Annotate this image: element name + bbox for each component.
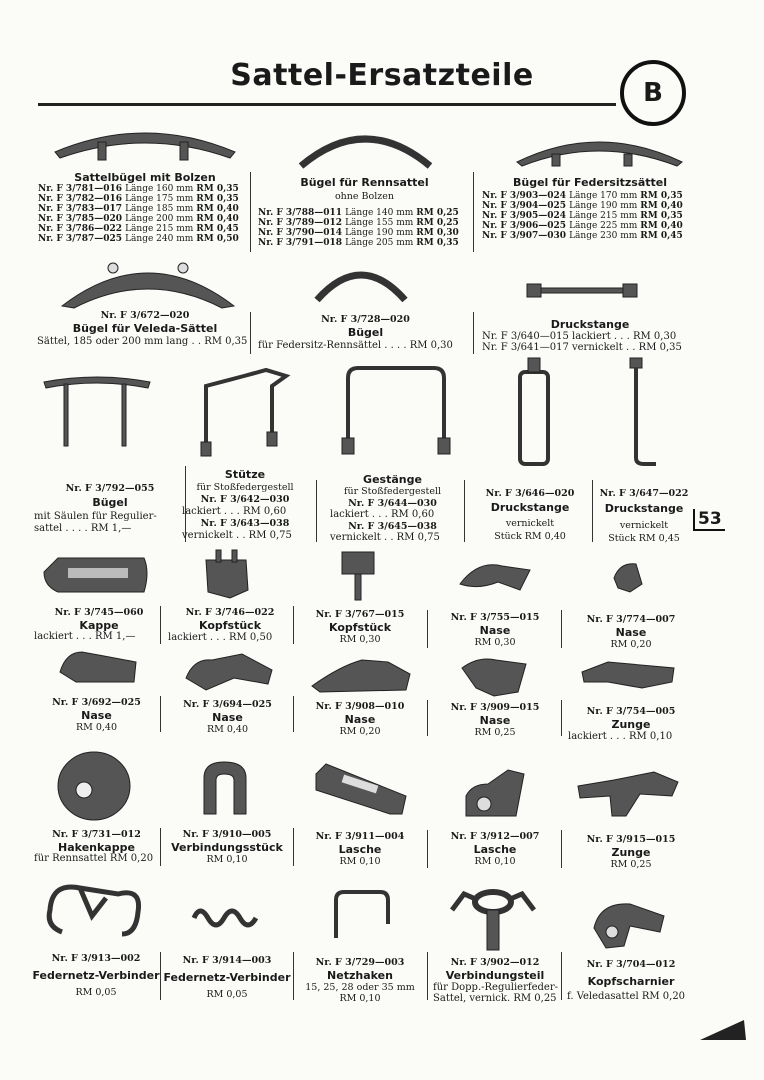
shock-support-line-2: vernickelt . . RM 0,75	[182, 530, 292, 541]
net-connector-913-illustration	[42, 876, 146, 942]
shock-support-number-2: Nr. F 3/643—038	[200, 518, 290, 529]
row7-title-5: Kopfscharnier	[587, 975, 675, 988]
shock-linkage-illustration	[338, 366, 456, 456]
row6-number-3: Nr. F 3/911—004	[315, 831, 405, 842]
veleda-bracket-illustration	[58, 250, 238, 310]
row4-title-1: Kappe	[79, 619, 119, 632]
row5-title-4: Nase	[479, 714, 511, 727]
shock-linkage-title: Gestänge	[363, 473, 422, 486]
divider	[427, 700, 428, 736]
table-row: Nr. F 3/906—025 Länge 225 mm RM 0,40	[482, 221, 683, 231]
divider	[250, 312, 251, 354]
divider	[427, 952, 428, 1000]
page-title: Sattel-Ersatzteile	[230, 58, 534, 93]
row4-number-5: Nr. F 3/774—007	[586, 614, 676, 625]
hook-cap-illustration	[54, 748, 134, 822]
table-row: Nr. F 3/782—016 Länge 175 mm RM 0,35	[38, 194, 239, 204]
spring-racing-desc: für Federsitz-Rennsättel . . . . RM 0,30	[258, 340, 453, 351]
row7-line-2: RM 0,05	[206, 989, 248, 1000]
racing-bracket-title: Bügel für Rennsattel	[300, 176, 429, 189]
brand-logo-text: B	[643, 78, 663, 108]
divider	[464, 480, 465, 542]
row4-title-2: Kopfstück	[198, 619, 262, 632]
row7-line-1: RM 0,05	[75, 987, 117, 998]
push-rod-hook-illustration	[622, 358, 662, 468]
row7-line-3b: RM 0,10	[339, 993, 381, 1004]
shock-linkage-line-2: vernickelt . . RM 0,75	[330, 532, 440, 543]
row6-line-1: für Rennsattel RM 0,20	[34, 853, 154, 864]
table-row: Nr. F 3/791—018 Länge 205 mm RM 0,35	[258, 238, 459, 248]
push-rod-loop-title: Druckstange	[490, 501, 570, 514]
bracket-with-columns-illustration	[42, 372, 152, 446]
page-corner-shadow	[700, 1016, 750, 1042]
push-rod-hook-title: Druckstange	[604, 502, 684, 515]
table-row: Nr. F 3/790—014 Länge 190 mm RM 0,30	[258, 228, 459, 238]
row6-title-4: Lasche	[473, 843, 517, 856]
tongue-915-illustration	[574, 768, 682, 820]
divider	[561, 830, 562, 868]
row6-line-2: RM 0,10	[206, 854, 248, 865]
row6-line-3: RM 0,10	[339, 856, 381, 867]
table-row: Nr. F 3/903—024 Länge 170 mm RM 0,35	[482, 191, 683, 201]
divider	[316, 480, 317, 542]
row4-line-4: RM 0,30	[474, 637, 516, 648]
veleda-bracket-desc: Sättel, 185 oder 200 mm lang . . RM 0,35	[37, 336, 248, 347]
row5-number-3: Nr. F 3/908—010	[315, 701, 405, 712]
row5-title-2: Nase	[212, 711, 243, 724]
row5-number-2: Nr. F 3/694—025	[183, 699, 272, 710]
push-rod-line-1: Nr. F 3/640—015 lackiert . . . RM 0,30	[482, 331, 677, 342]
shock-support-title: Stütze	[224, 468, 266, 481]
head-hinge-illustration	[590, 898, 668, 950]
bracket-columns-number: Nr. F 3/792—055	[65, 483, 155, 494]
head-piece-screw-illustration	[336, 550, 380, 602]
spring-seat-bracket-title: Bügel für Federsitzsättel	[512, 176, 667, 189]
strap-912-illustration	[462, 766, 528, 822]
nose-774-illustration	[610, 560, 646, 594]
veleda-bracket-title: Bügel für Veleda-Sättel	[72, 322, 218, 335]
table-row: Nr. F 3/904—025 Länge 190 mm RM 0,40	[482, 201, 683, 211]
row5-number-5: Nr. F 3/754—005	[586, 706, 676, 717]
push-rod-line-2: Nr. F 3/641—017 vernickelt . . RM 0,35	[482, 342, 682, 353]
push-rod-hook-line-1: vernickelt	[619, 520, 669, 531]
row6-line-5: RM 0,25	[610, 859, 652, 870]
connector-910-illustration	[198, 758, 252, 816]
row6-number-2: Nr. F 3/910—005	[182, 829, 272, 840]
divider	[293, 696, 294, 732]
row7-title-1: Federnetz-Verbinder	[32, 969, 160, 982]
shock-support-illustration	[196, 362, 294, 458]
push-rod-loop-line-1: vernickelt	[505, 518, 555, 529]
row7-number-1: Nr. F 3/913—002	[51, 953, 141, 964]
row6-number-5: Nr. F 3/915—015	[586, 834, 676, 845]
row5-number-1: Nr. F 3/692—025	[52, 697, 141, 708]
saddle-bracket-title: Sattelbügel mit Bolzen	[74, 171, 216, 184]
divider	[293, 828, 294, 866]
push-rod-loop-number: Nr. F 3/646—020	[485, 488, 575, 499]
table-row: Nr. F 3/907—030 Länge 230 mm RM 0,45	[482, 231, 683, 241]
tongue-754-illustration	[578, 658, 678, 692]
spring-seat-bracket-table	[482, 191, 686, 241]
nose-909-illustration	[458, 654, 530, 698]
row7-title-3: Netzhaken	[327, 969, 393, 982]
row4-number-2: Nr. F 3/746—022	[185, 607, 275, 618]
divider	[561, 610, 562, 648]
row4-title-5: Nase	[615, 626, 647, 639]
row7-line-5: f. Veledasattel RM 0,20	[567, 991, 686, 1002]
row7-line-4b: Sattel, vernick. RM 0,25	[433, 993, 557, 1004]
bracket-columns-title: Bügel	[92, 496, 128, 509]
shock-support-line-1: lackiert . . . RM 0,60	[182, 506, 287, 517]
row4-title-4: Nase	[479, 624, 511, 637]
shock-linkage-number-1: Nr. F 3/644—030	[348, 498, 437, 509]
row5-line-1: RM 0,40	[75, 722, 118, 733]
table-row: Nr. F 3/783—017 Länge 185 mm RM 0,40	[38, 204, 239, 214]
saddle-bracket-table	[38, 184, 242, 244]
nose-692-illustration	[56, 648, 140, 686]
row5-line-3: RM 0,20	[339, 726, 381, 737]
row6-number-4: Nr. F 3/912—007	[450, 831, 540, 842]
table-row: Nr. F 3/789—012 Länge 155 mm RM 0,25	[258, 218, 459, 228]
table-row: Nr. F 3/905—024 Länge 215 mm RM 0,35	[482, 211, 683, 221]
row7-title-2: Federnetz-Verbinder	[163, 971, 291, 984]
veleda-bracket-number: Nr. F 3/672—020	[100, 310, 190, 321]
row5-title-1: Nase	[81, 709, 112, 722]
row6-number-1: Nr. F 3/731—012	[52, 829, 141, 840]
row7-number-5: Nr. F 3/704—012	[586, 959, 676, 970]
spring-racing-title: Bügel	[347, 326, 384, 339]
racing-bracket-table	[258, 208, 462, 248]
shock-linkage-line-1: lackiert . . . RM 0,60	[330, 509, 435, 520]
row6-title-1: Hakenkappe	[58, 841, 135, 854]
row5-line-4: RM 0,25	[474, 727, 516, 738]
divider	[160, 606, 161, 644]
table-row: Nr. F 3/787—025 Länge 240 mm RM 0,50	[38, 234, 239, 244]
row4-number-3: Nr. F 3/767—015	[315, 609, 405, 620]
row5-number-4: Nr. F 3/909—015	[450, 702, 540, 713]
row7-number-4: Nr. F 3/902—012	[450, 957, 540, 968]
row6-title-5: Zunge	[611, 846, 651, 859]
row4-line-3: RM 0,30	[339, 634, 381, 645]
push-rod-title: Druckstange	[550, 318, 630, 331]
row4-number-4: Nr. F 3/755—015	[450, 612, 540, 623]
connecting-part-illustration	[448, 880, 538, 952]
row4-line-5: RM 0,20	[610, 639, 652, 650]
spring-seat-bracket-illustration	[512, 128, 687, 168]
row7-number-3: Nr. F 3/729—003	[315, 957, 405, 968]
saddle-bracket-with-bolts-illustration	[50, 122, 240, 164]
row7-number-2: Nr. F 3/914—003	[182, 955, 272, 966]
divider	[427, 610, 428, 648]
row4-number-1: Nr. F 3/745—060	[54, 607, 144, 618]
divider	[561, 700, 562, 736]
divider	[250, 172, 251, 252]
row5-line-2: RM 0,40	[206, 724, 249, 735]
page-number: 53	[693, 509, 725, 531]
divider	[160, 696, 161, 732]
row7-title-4: Verbindungsteil	[445, 969, 545, 982]
divider	[473, 172, 474, 252]
divider	[427, 830, 428, 868]
table-row: Nr. F 3/788—011 Länge 140 mm RM 0,25	[258, 208, 459, 218]
divider	[473, 312, 474, 354]
bracket-columns-line-1: mit Säulen für Regulier-	[34, 511, 157, 522]
row6-title-3: Lasche	[338, 843, 382, 856]
racing-saddle-bracket-illustration	[298, 124, 433, 170]
row5-title-3: Nase	[344, 713, 376, 726]
title-rule	[38, 103, 616, 106]
push-rod-loop-illustration	[514, 358, 554, 466]
row6-title-2: Verbindungsstück	[171, 841, 283, 854]
push-rod-hook-number: Nr. F 3/647—022	[599, 488, 689, 499]
row4-line-2: lackiert . . . RM 0,50	[168, 632, 273, 643]
divider	[160, 952, 161, 1000]
net-connector-914-illustration	[190, 902, 260, 932]
row5-title-5: Zunge	[611, 718, 651, 731]
table-row: Nr. F 3/786—022 Länge 215 mm RM 0,45	[38, 224, 239, 234]
row7-line-3a: 15, 25, 28 oder 35 mm	[305, 982, 415, 993]
bracket-columns-line-2: sattel . . . . RM 1,—	[34, 523, 132, 534]
divider	[160, 828, 161, 866]
shock-linkage-sub: für Stoßfedergestell	[343, 486, 442, 497]
spring-racing-bracket-illustration	[313, 262, 409, 304]
push-rod-loop-line-2: Stück RM 0,40	[494, 531, 566, 542]
divider	[561, 952, 562, 1000]
spring-racing-number: Nr. F 3/728—020	[321, 314, 410, 325]
net-hook-illustration	[330, 888, 394, 940]
push-rod-illustration	[527, 282, 637, 300]
shock-support-number-1: Nr. F 3/642—030	[200, 494, 290, 505]
nose-694-illustration	[182, 648, 276, 692]
head-piece-illustration	[200, 546, 252, 600]
nose-908-illustration	[310, 656, 412, 694]
row4-title-3: Kopfstück	[328, 621, 392, 634]
cap-illustration	[40, 552, 152, 598]
divider	[293, 952, 294, 1000]
row6-line-4: RM 0,10	[474, 856, 516, 867]
divider	[293, 606, 294, 644]
nose-755-illustration	[458, 560, 534, 594]
row5-line-5: lackiert . . . RM 0,10	[568, 731, 673, 742]
row4-line-1: lackiert . . . RM 1,—	[34, 631, 136, 642]
push-rod-hook-line-2: Stück RM 0,45	[608, 533, 680, 544]
shock-support-sub: für Stoßfedergestell	[196, 482, 294, 493]
table-row: Nr. F 3/785—020 Länge 200 mm RM 0,40	[38, 214, 239, 224]
racing-bracket-sub: ohne Bolzen	[334, 191, 395, 202]
row7-line-4a: für Dopp.-Regulierfeder-	[433, 982, 558, 993]
brand-logo	[620, 60, 686, 126]
table-row: Nr. F 3/781—016 Länge 160 mm RM 0,35	[38, 184, 239, 194]
shock-linkage-number-2: Nr. F 3/645—038	[348, 521, 437, 532]
strap-911-illustration	[312, 760, 410, 818]
